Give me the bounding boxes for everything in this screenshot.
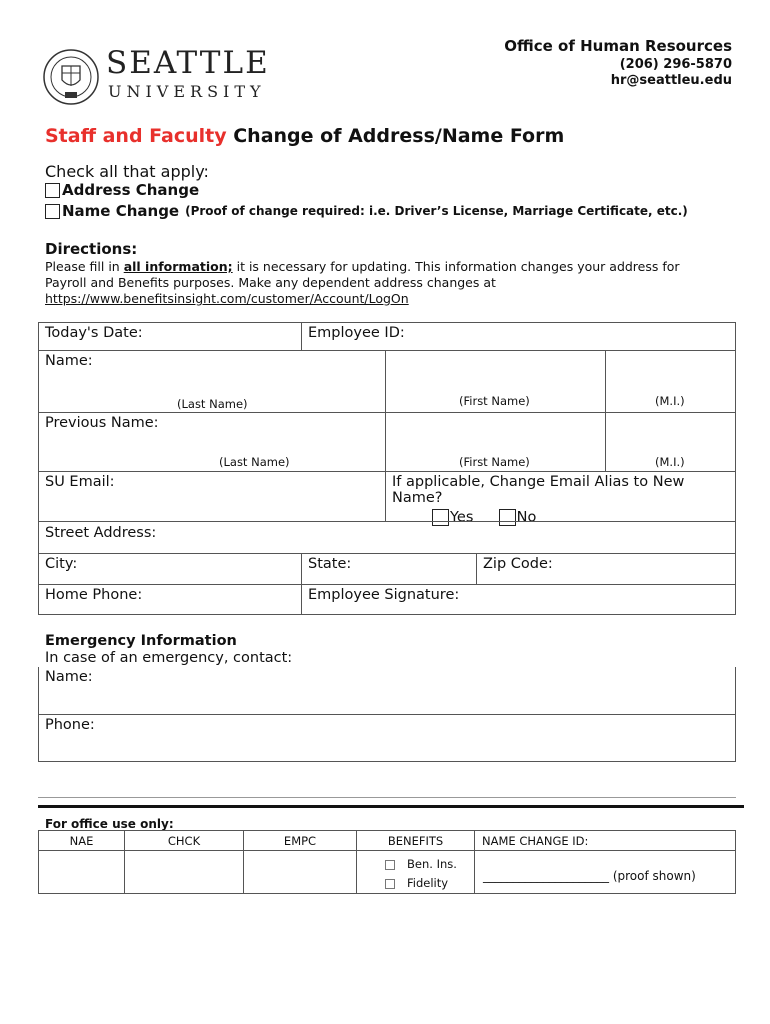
emergency-name-field[interactable] — [38, 667, 736, 715]
previous-last-name-field[interactable] — [38, 412, 386, 472]
hr-office-name: Office of Human Resources — [504, 37, 732, 55]
middle-initial-caption: (M.I.) — [655, 394, 685, 408]
benefits-link[interactable]: https://www.benefitsinsight.com/customer/Account/LogOn — [45, 291, 409, 306]
office-nae-cell[interactable] — [38, 850, 125, 894]
first-name-caption: (First Name) — [459, 394, 530, 408]
office-use-title: For office use only: — [45, 817, 174, 831]
previous-first-name-field[interactable] — [385, 412, 606, 472]
fidelity-label: Fidelity — [407, 876, 449, 890]
office-chck-cell[interactable] — [124, 850, 244, 894]
last-name-caption: (Last Name) — [177, 397, 248, 411]
alias-no-label: No — [516, 509, 537, 526]
name-change-label: Name Change — [62, 202, 180, 220]
name-change-option — [45, 202, 688, 220]
alias-yes-label: Yes — [450, 509, 474, 526]
hr-email: hr@seattleu.edu — [610, 73, 732, 88]
directions-title: Directions: — [45, 240, 138, 258]
previous-middle-initial-field[interactable] — [605, 412, 736, 472]
proof-shown-line: _____________________ (proof shown) — [483, 869, 696, 883]
logo-wordmark-seattle: SEATTLE — [106, 45, 270, 81]
check-intro: Check all that apply: — [45, 162, 209, 181]
form-title — [45, 125, 564, 147]
university-seal-logo — [42, 48, 100, 106]
city-label: City: — [45, 556, 78, 572]
previous-name-label: Previous Name: — [45, 415, 159, 431]
zip-code-field[interactable] — [476, 553, 736, 585]
zip-code-label: Zip Code: — [483, 556, 553, 572]
emergency-intro: In case of an emergency, contact: — [45, 650, 293, 666]
previous-last-name-caption: (Last Name) — [219, 455, 290, 469]
emergency-title: Emergency Information — [45, 633, 237, 649]
previous-middle-initial-caption: (M.I.) — [655, 455, 685, 469]
office-col-name-change-id: NAME CHANGE ID: — [474, 830, 736, 851]
street-address-label: Street Address: — [45, 525, 157, 541]
state-label: State: — [308, 556, 352, 572]
middle-initial-field[interactable] — [605, 350, 736, 413]
office-col-benefits: BENEFITS — [356, 830, 475, 851]
emergency-phone-field[interactable] — [38, 714, 736, 762]
employee-id-field[interactable] — [301, 322, 736, 351]
divider-thick — [38, 805, 744, 808]
office-empc-cell[interactable] — [243, 850, 357, 894]
employee-signature-label: Employee Signature: — [308, 587, 460, 603]
employee-id-label: Employee ID: — [308, 325, 405, 341]
previous-first-name-caption: (First Name) — [459, 455, 530, 469]
todays-date-label: Today's Date: — [45, 325, 143, 341]
office-col-nae: NAE — [38, 830, 125, 851]
fidelity-checkbox[interactable] — [385, 879, 395, 889]
divider-thin — [38, 797, 736, 798]
su-email-label: SU Email: — [45, 474, 115, 490]
ben-ins-label: Ben. Ins. — [407, 857, 457, 871]
email-alias-question: If applicable, Change Email Alias to New Name? — [392, 474, 685, 506]
ben-ins-option — [385, 855, 474, 874]
state-field[interactable] — [301, 553, 477, 585]
form-title-highlight: Staff and Faculty — [45, 125, 227, 147]
office-col-empc: EMPC — [243, 830, 357, 851]
city-field[interactable] — [38, 553, 302, 585]
hr-phone: (206) 296-5870 — [619, 57, 732, 72]
employee-signature-field[interactable] — [301, 584, 736, 615]
address-change-option — [45, 181, 199, 199]
ben-ins-checkbox[interactable] — [385, 860, 395, 870]
logo-wordmark-university: UNIVERSITY — [108, 82, 266, 101]
directions-text-rest: it is necessary for updating. This information changes your address for Payroll and Benefits purposes. Make any dependent address changes at — [45, 259, 680, 290]
emergency-name-label: Name: — [45, 669, 93, 685]
address-change-label: Address Change — [62, 181, 200, 199]
first-name-field[interactable] — [385, 350, 606, 413]
office-name-change-id-cell[interactable] — [474, 850, 736, 894]
office-benefits-cell — [356, 850, 475, 894]
address-change-checkbox[interactable] — [45, 183, 60, 198]
su-email-field[interactable] — [38, 471, 386, 522]
directions-text-start: Please fill in — [45, 259, 124, 274]
name-label: Name: — [45, 353, 93, 369]
directions-emphasis: all information; — [123, 259, 233, 274]
directions-text — [45, 259, 725, 307]
emergency-phone-label: Phone: — [45, 717, 95, 733]
email-alias-field — [385, 471, 736, 526]
todays-date-field[interactable] — [38, 322, 302, 351]
form-title-rest: Change of Address/Name Form — [226, 125, 565, 147]
last-name-field[interactable] — [38, 350, 386, 413]
name-change-note: (Proof of change required: i.e. Driver’s License, Marriage Certificate, etc.) — [185, 204, 688, 218]
office-col-chck: CHCK — [124, 830, 244, 851]
fidelity-option — [385, 874, 474, 893]
name-change-checkbox[interactable] — [45, 204, 60, 219]
street-address-field[interactable] — [38, 521, 736, 554]
home-phone-label: Home Phone: — [45, 587, 143, 603]
home-phone-field[interactable] — [38, 584, 302, 615]
